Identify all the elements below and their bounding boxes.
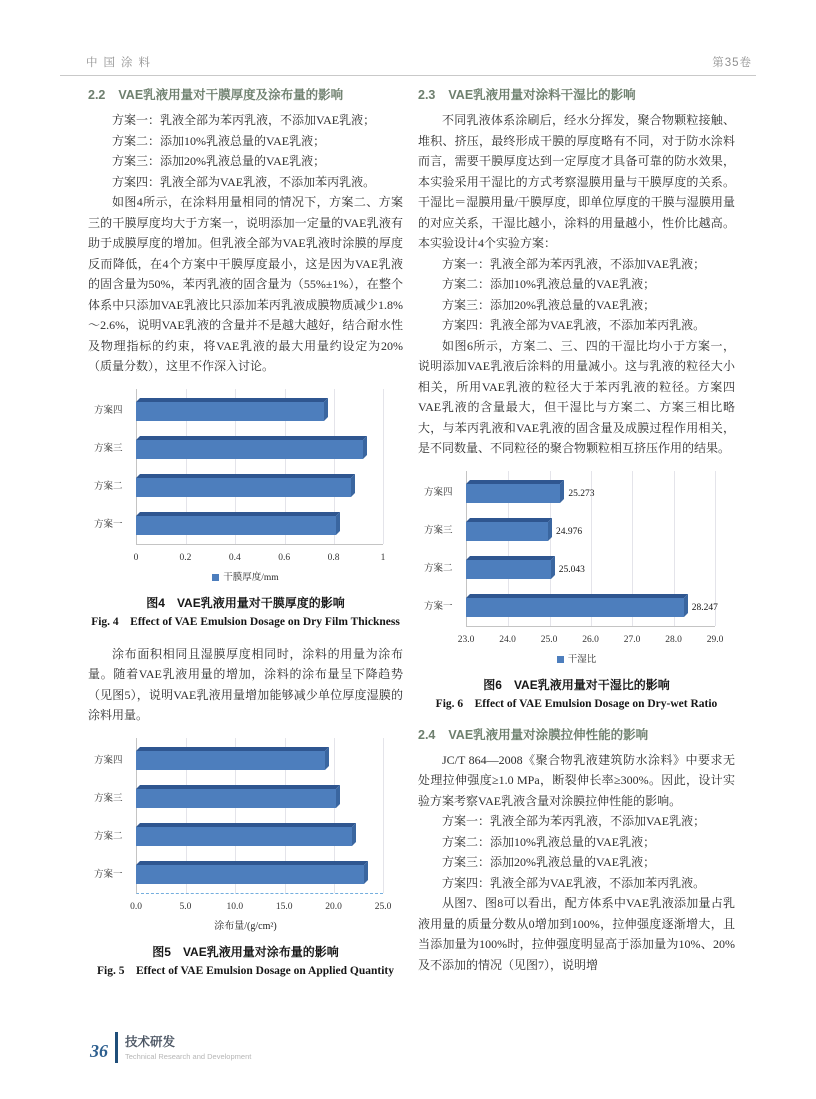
- bar-track: [136, 440, 383, 459]
- axis-tick: 28.0: [665, 634, 682, 645]
- left-column: [88, 86, 403, 993]
- axis-tick: 1: [380, 552, 386, 563]
- section-number: 2.3: [418, 88, 436, 102]
- bar-track: [136, 516, 383, 535]
- axis-tick: 0: [133, 552, 139, 563]
- axis-tick: 15.0: [275, 901, 293, 912]
- axis-tick: 0.2: [179, 552, 192, 563]
- journal-title: 中国涂料: [86, 57, 156, 69]
- bar: [136, 516, 336, 535]
- scheme-line: 方案三：添加20%乳液总量的VAE乳液；: [442, 855, 656, 870]
- axis-tick: 24.0: [499, 634, 516, 645]
- category-label: 方案一: [94, 520, 123, 531]
- scheme-line: 方案一：乳液全部为苯丙乳液，不添加VAE乳液；: [112, 113, 376, 127]
- legend-label: 干湿比: [567, 654, 597, 665]
- paragraph-2-4-a: JC/T 864—2008《聚合物乳液建筑防水涂料》中要求无处理拉伸强度≥1.0 MPa，断裂伸长率≥300%。因此，设计实验方案考察VAE乳液含量对涂膜拉伸性能的影响。: [418, 752, 735, 808]
- chart-row: [88, 742, 383, 780]
- category-label: 方案四: [94, 406, 123, 417]
- value-label: 24.976: [556, 526, 583, 537]
- chart-row: [418, 513, 715, 551]
- paragraph-2-4-b: 从图7、图8可以看出，配方体系中VAE乳液添加量占乳液用量的质量分数从0增加到100%，拉伸强度逐渐增大，且当添加量为100%时，拉伸强度明显高于添加量为10%、20%及不添加的情况（见图7），说明增: [418, 896, 735, 972]
- fig6-caption-en: Fig. 6 Effect of VAE Emulsion Dosage on Dry-wet Ratio: [435, 698, 718, 710]
- fig6-caption-cn: 图6 VAE乳液用量对干湿比的影响: [483, 678, 670, 692]
- chart-row: [88, 856, 383, 894]
- axis-tick: 5.0: [179, 901, 192, 912]
- scheme-line: 方案一：乳液全部为苯丙乳液，不添加VAE乳液；: [442, 814, 706, 829]
- axis-tick: 10.0: [226, 901, 244, 912]
- volume-number: 第35卷: [712, 57, 752, 69]
- legend-swatch-icon: [557, 656, 564, 663]
- axis-tick: 25.0: [374, 901, 392, 912]
- category-label: 方案一: [424, 602, 453, 613]
- bar-track: [136, 751, 383, 770]
- axis-tick: 27.0: [623, 634, 641, 645]
- scheme-line: 方案四：乳液全部为VAE乳液，不添加苯丙乳液。: [442, 318, 706, 332]
- fig4-legend: [88, 568, 403, 589]
- rows: [418, 475, 735, 627]
- category-label: 方案二: [94, 831, 123, 842]
- bar-track: [466, 560, 715, 579]
- category-label: 方案二: [94, 482, 123, 493]
- section-title: VAE乳液用量对干膜厚度及涂布量的影响: [118, 88, 344, 102]
- value-label: 25.043: [558, 564, 585, 575]
- axis-tick: 20.0: [325, 901, 342, 912]
- bar: [466, 484, 595, 503]
- section-2-4-heading: [418, 726, 735, 745]
- section-2-3-heading: [418, 86, 735, 105]
- x-axis: [130, 897, 392, 912]
- paragraph-applied-quantity: 涂布面积相同且湿膜厚度相同时，涂料的用量为涂布量。随着VAE乳液用量的增加，涂料的涂布量呈下降趋势（见图5），说明VAE乳液用量增加能够减少单位厚度湿膜的涂料用量。: [88, 646, 403, 723]
- chart-row: [88, 780, 383, 818]
- axis-tick: 0.4: [228, 552, 241, 563]
- category-label: 方案四: [94, 755, 123, 766]
- legend-label: 干膜厚度/mm: [223, 572, 279, 583]
- fig6-plot: [418, 469, 735, 627]
- bar: [466, 598, 718, 617]
- category-label: 方案二: [424, 564, 453, 575]
- category-label: 方案一: [94, 869, 123, 880]
- footer-labels: [125, 1032, 251, 1063]
- scheme-line: 方案一：乳液全部为苯丙乳液，不添加VAE乳液；: [442, 256, 706, 271]
- axis-tick: 0.6: [278, 552, 291, 563]
- category-label: 方案四: [424, 488, 453, 499]
- fig4-plot: [88, 387, 403, 545]
- paragraph-2-3-b: 如图6所示，方案二、三、四的干湿比均小于方案一，说明添加VAE乳液后涂料的用量减小。这与乳液的粒径大小相关，所用VAE乳液的粒径大于苯丙乳液的粒径。方案四VAE乳液的含量最大，但干湿比与方案二、方案三相比略大，与苯丙乳液和VAE乳液的固含量及成膜过程作用相关，是不同数量、不同粒径的聚合物颗粒相互挤压作用的结果。: [418, 338, 735, 455]
- bar: [136, 865, 364, 884]
- scheme-line: 方案四：乳液全部为VAE乳液，不添加苯丙乳液。: [442, 875, 706, 890]
- bar-track: [466, 484, 715, 503]
- fig4-caption-en: Fig. 4 Effect of VAE Emulsion Dosage on Dry Film Thickness: [91, 616, 400, 628]
- axis-tick: 0.0: [130, 901, 142, 912]
- legend-swatch-icon: [212, 574, 219, 581]
- fig5-caption-cn: 图5 VAE乳液用量对涂布量的影响: [152, 945, 339, 960]
- value-label: 25.273: [568, 488, 595, 499]
- axis-tick: 29.0: [706, 634, 724, 645]
- chart-row: [418, 589, 718, 627]
- section-2-2-heading: [88, 86, 403, 105]
- scheme-line: 方案三：添加20%乳液总量的VAE乳液；: [442, 297, 656, 312]
- rows: [88, 393, 403, 545]
- chart-row: [88, 469, 383, 507]
- chart-row: [418, 475, 715, 513]
- bar: [136, 751, 325, 770]
- bar-track: [136, 478, 383, 497]
- fig5-plot: [88, 736, 403, 894]
- scheme-line: 方案二：添加10%乳液总量的VAE乳液；: [442, 277, 656, 291]
- figure-4: [88, 387, 403, 632]
- bar-track: [136, 827, 383, 846]
- bar-track: [136, 402, 383, 421]
- section-number: 2.2: [88, 88, 106, 102]
- chart-row: [88, 507, 383, 545]
- section-title: VAE乳液用量对涂料干湿比的影响: [448, 88, 636, 102]
- fig6-chart: [418, 469, 735, 671]
- category-label: 方案三: [424, 526, 453, 537]
- fig5-x-axis-label: 涂布量/(g/cm²): [214, 920, 277, 932]
- bar: [136, 402, 324, 421]
- page-number: 36: [90, 1041, 108, 1061]
- fig5-chart: [88, 736, 403, 938]
- rows: [88, 742, 403, 894]
- fig4-caption-cn: 图4 VAE乳液用量对干膜厚度的影响: [146, 596, 345, 610]
- scheme-line: 方案二：添加10%乳液总量的VAE乳液；: [442, 834, 656, 849]
- figure-5: [88, 736, 403, 981]
- bar-track: [466, 522, 715, 541]
- bar-track: [136, 789, 383, 808]
- axis-tick: 26.0: [582, 634, 599, 645]
- chart-row: [418, 551, 715, 589]
- figure-6: [418, 469, 735, 714]
- value-label: 28.247: [691, 602, 718, 613]
- section-title: VAE乳液用量对涂膜拉伸性能的影响: [448, 727, 649, 742]
- bar: [136, 440, 363, 459]
- scheme-line: 方案四：乳液全部为VAE乳液，不添加苯丙乳液。: [112, 174, 376, 189]
- category-label: 方案三: [94, 444, 123, 455]
- axis-tick: 0.8: [327, 552, 340, 563]
- bar: [136, 827, 352, 846]
- fig6-legend: [418, 650, 735, 671]
- paragraph-2-3-a: 不同乳液体系涂刷后，经水分挥发，聚合物颗粒接触、堆积、挤压，最终形成干膜的厚度略有不同，对于防水涂料而言，需要干膜厚度达到一定厚度才具备可靠的防水效果，本实验采用干湿比的方式考察湿膜用量与干膜厚度的关系。干湿比＝湿膜用量/干膜厚度，即单位厚度的干膜与湿膜用量的对应关系，干湿比越小，涂料的用量越小，性价比越高。本实验设计4个实验方案：: [418, 113, 735, 250]
- x-axis: [457, 630, 724, 645]
- fig4-chart: [88, 387, 403, 589]
- footer-section-cn: 技术研发: [125, 1034, 176, 1049]
- right-column: [418, 86, 735, 975]
- paragraph-2-2: 如图4所示，在涂料用量相同的情况下，方案二、方案三的干膜厚度均大于方案一，说明添加一定量的VAE乳液有助于成膜厚度的增加。但乳液全部为VAE乳液时涂膜的厚度反而降低，在4个方案中干膜厚度最小，这是因为VAE乳液的固含量为50%，苯丙乳液的固含量为（55%±1%），在整个体系中只添加VAE乳液比只添加苯丙乳液成膜物质减少1.8%～2.6%，说明VAE乳液的含量并不是越大越好，结合耐水性及物理指标的约束，将VAE乳液的最大用量约设定为20%（质量分数），这里不作深入讨论。: [88, 195, 403, 373]
- scheme-line: 方案二：添加10%乳液总量的VAE乳液；: [112, 133, 326, 148]
- bar: [136, 789, 336, 808]
- chart-row: [88, 393, 383, 431]
- x-axis: [133, 548, 386, 563]
- fig5-caption-en: Fig. 5 Effect of VAE Emulsion Dosage on Applied Quantity: [96, 965, 394, 978]
- chart-row: [88, 431, 383, 469]
- bar: [466, 522, 583, 541]
- bar-track: [466, 598, 718, 617]
- axis-tick: 23.0: [457, 634, 475, 645]
- scheme-line: 方案三：添加20%乳液总量的VAE乳液；: [112, 154, 326, 168]
- chart-row: [88, 818, 383, 856]
- axis-tick: 25.0: [540, 634, 558, 645]
- section-number: 2.4: [418, 727, 436, 742]
- footer-accent-bar: [115, 1032, 118, 1063]
- bar-track: [136, 865, 383, 884]
- category-label: 方案三: [94, 793, 123, 804]
- page-footer: [90, 1032, 251, 1063]
- bar: [136, 478, 351, 497]
- bar: [466, 560, 585, 579]
- page-header: [60, 50, 756, 76]
- footer-section-en: Technical Research and Development: [125, 1051, 252, 1061]
